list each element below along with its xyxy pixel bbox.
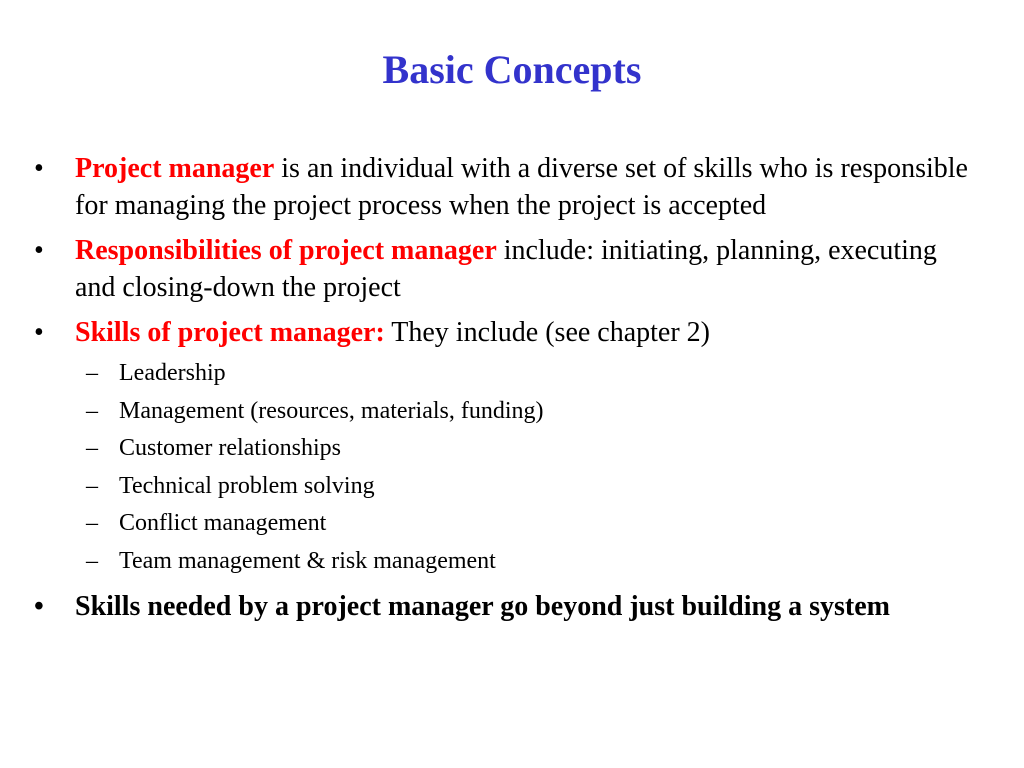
sub-item-marker: – — [86, 547, 98, 574]
bullet-text: include: initiating, planning, executing and closing-down the project — [75, 235, 937, 303]
sub-item-customer-relationships — [34, 430, 984, 468]
bullet-marker: • — [34, 235, 44, 266]
sub-item-marker: – — [86, 435, 98, 461]
sub-item-conflict-management — [34, 505, 984, 543]
sub-item-leadership — [34, 355, 984, 393]
bullet-text: is an individual with a diverse set of skills who is responsible for managing the project process when the project is accepted — [75, 153, 968, 221]
slide-title: Basic Concepts — [382, 47, 642, 92]
sub-item-text: Management (resources, materials, funding) — [119, 397, 544, 424]
sub-item-text: Technical problem solving — [119, 472, 375, 499]
sub-item-management — [34, 393, 984, 431]
sub-item-text: Team management & risk management — [119, 547, 496, 574]
bullet-list — [34, 150, 984, 633]
bullet-skills-beyond — [34, 588, 984, 625]
skills-sublist — [34, 355, 984, 580]
bullet-marker: • — [34, 153, 44, 184]
bullet-highlight: Skills of project manager: — [75, 317, 385, 348]
bullet-highlight: Project manager — [75, 153, 275, 184]
sub-item-marker: – — [86, 472, 98, 499]
sub-item-technical-problem-solving — [34, 468, 984, 506]
bullet-text: They include (see chapter 2) — [384, 317, 711, 348]
bullet-skills — [34, 314, 984, 351]
sub-item-text: Conflict management — [119, 510, 327, 536]
bullet-marker: • — [34, 591, 44, 622]
bullet-responsibilities — [34, 232, 984, 306]
bullet-highlight: Responsibilities of project manager — [75, 235, 497, 266]
bullet-text: Skills needed by a project manager go beyond just building a system — [75, 591, 890, 622]
sub-item-text: Customer relationships — [119, 435, 341, 461]
bullet-project-manager — [34, 150, 984, 224]
sub-item-marker: – — [86, 397, 98, 424]
sub-item-team-risk-management — [34, 543, 984, 581]
bullet-marker: • — [34, 317, 44, 348]
sub-item-text: Leadership — [119, 360, 226, 386]
sub-item-marker: – — [86, 510, 98, 536]
sub-item-marker: – — [86, 360, 98, 386]
